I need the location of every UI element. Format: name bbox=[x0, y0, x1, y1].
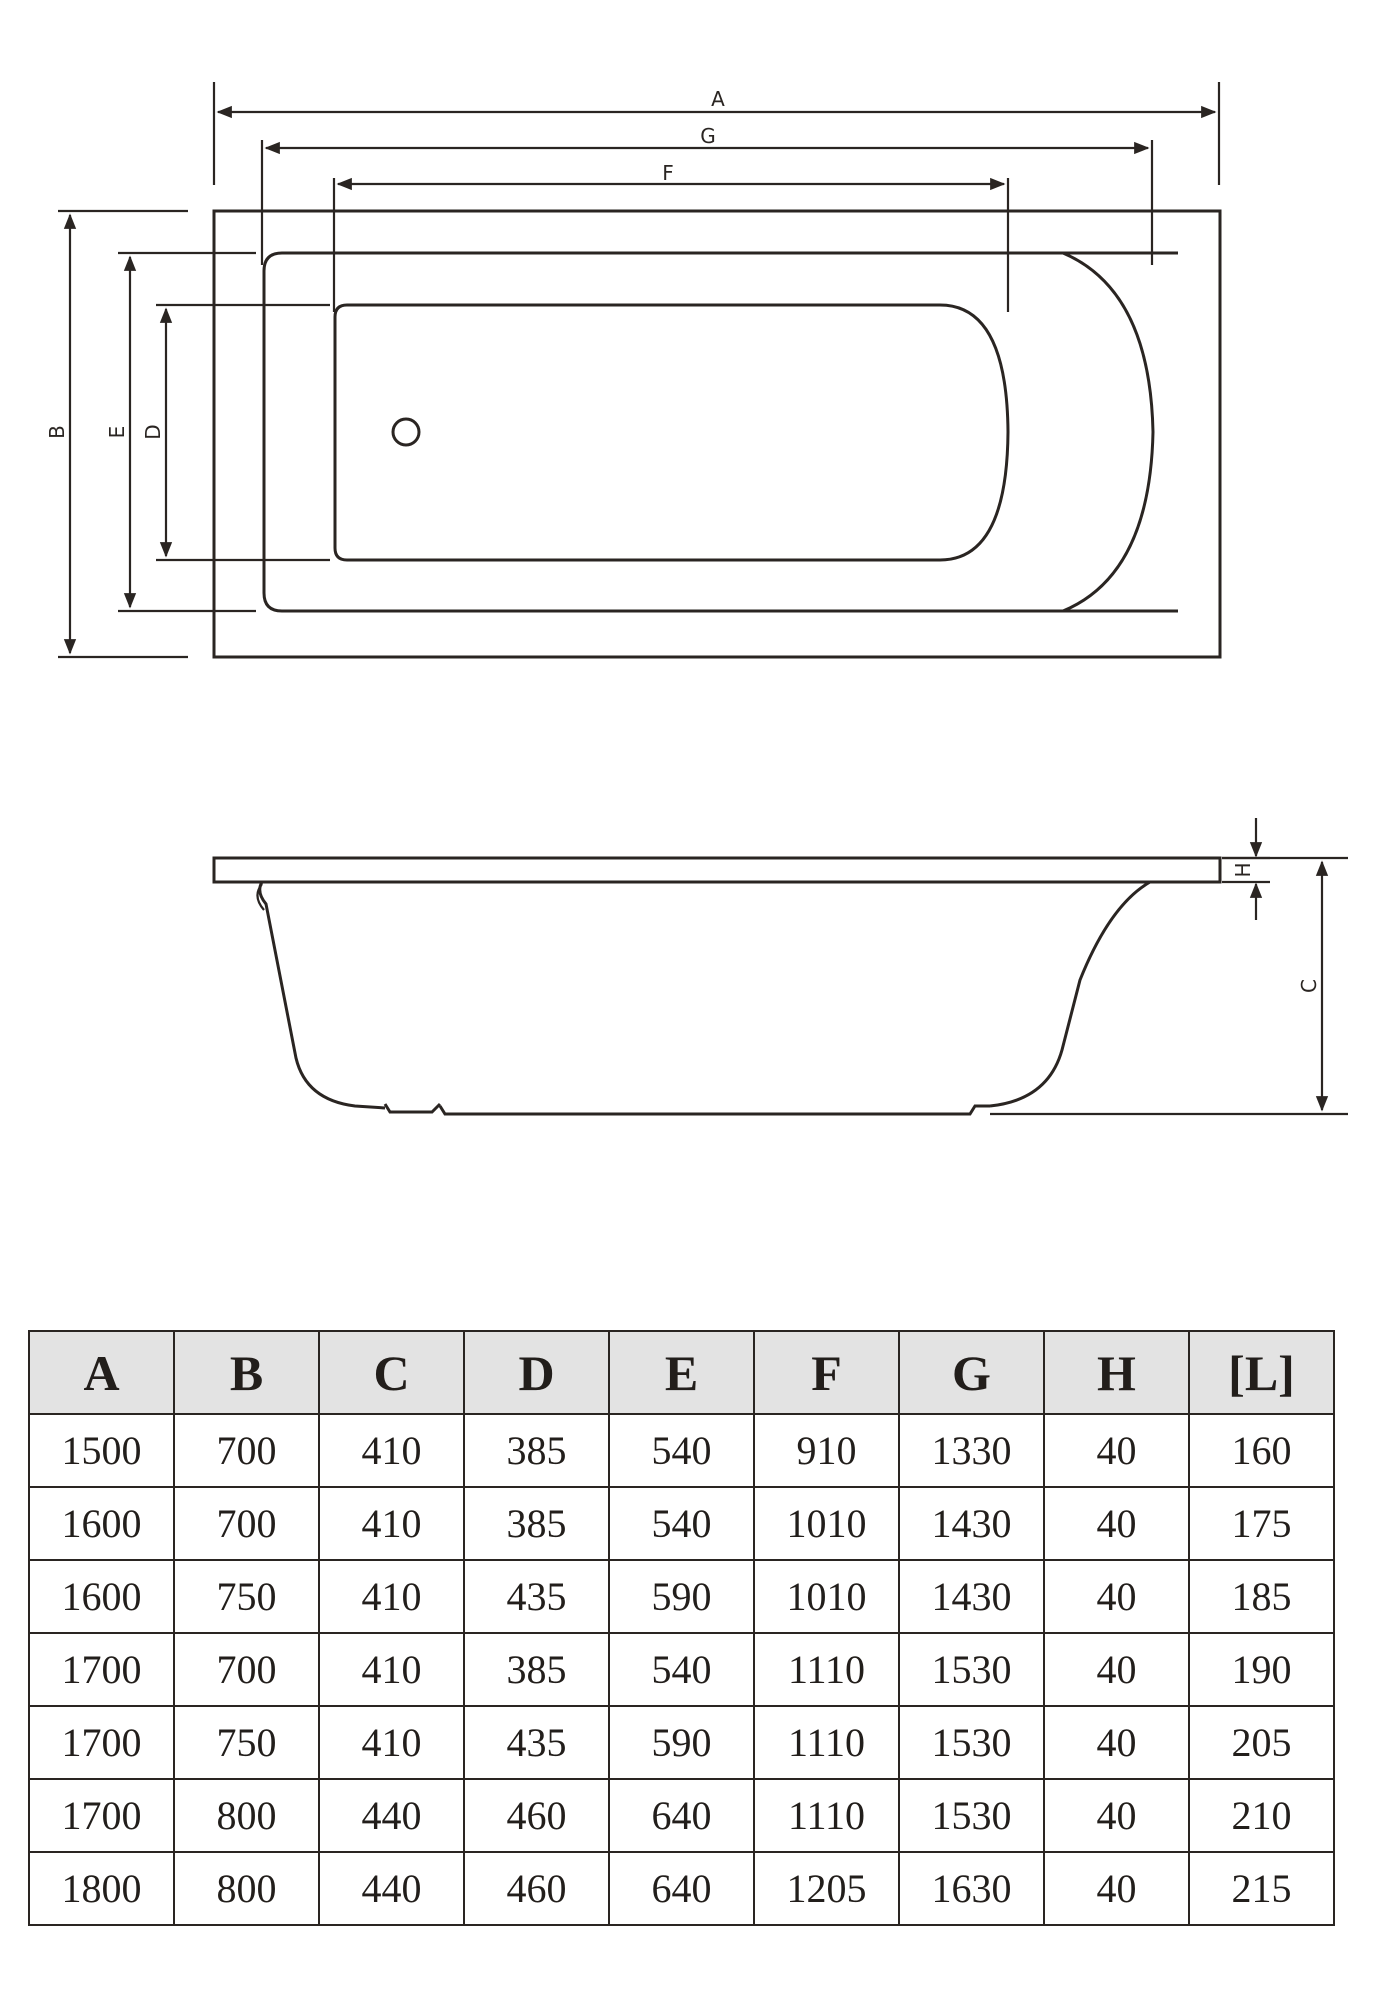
column-header-a: A bbox=[29, 1331, 174, 1414]
table-row bbox=[29, 1560, 1334, 1633]
table-cell: 1205 bbox=[754, 1852, 899, 1925]
table-cell: 540 bbox=[609, 1414, 754, 1487]
table-row bbox=[29, 1487, 1334, 1560]
table-cell: 590 bbox=[609, 1706, 754, 1779]
table-cell: 540 bbox=[609, 1633, 754, 1706]
rim-slab bbox=[214, 858, 1220, 882]
column-header-d: D bbox=[464, 1331, 609, 1414]
tub-bottom-line bbox=[440, 1106, 990, 1114]
table-cell: 640 bbox=[609, 1852, 754, 1925]
table-cell: 460 bbox=[464, 1852, 609, 1925]
table-cell: 435 bbox=[464, 1560, 609, 1633]
table-header-row bbox=[29, 1331, 1334, 1414]
dimension-label-d: D bbox=[141, 424, 165, 440]
table-cell: 750 bbox=[174, 1560, 319, 1633]
table-cell: 640 bbox=[609, 1779, 754, 1852]
table-cell: 1600 bbox=[29, 1487, 174, 1560]
table-cell: 1430 bbox=[899, 1560, 1044, 1633]
table-cell: 410 bbox=[319, 1414, 464, 1487]
column-header-b: B bbox=[174, 1331, 319, 1414]
table-cell: 385 bbox=[464, 1633, 609, 1706]
table-cell: 440 bbox=[319, 1852, 464, 1925]
table-cell: 40 bbox=[1044, 1852, 1189, 1925]
table-cell: 40 bbox=[1044, 1414, 1189, 1487]
table-cell: 385 bbox=[464, 1414, 609, 1487]
table-cell: 1630 bbox=[899, 1852, 1044, 1925]
table-row bbox=[29, 1633, 1334, 1706]
table-cell: 385 bbox=[464, 1487, 609, 1560]
table-row bbox=[29, 1852, 1334, 1925]
table-cell: 800 bbox=[174, 1852, 319, 1925]
table-cell: 40 bbox=[1044, 1779, 1189, 1852]
table-cell: 410 bbox=[319, 1706, 464, 1779]
table-cell: 1800 bbox=[29, 1852, 174, 1925]
headrest-curve bbox=[1063, 253, 1153, 611]
table-cell: 1500 bbox=[29, 1414, 174, 1487]
table-cell: 1600 bbox=[29, 1560, 174, 1633]
dimension-label-g: G bbox=[700, 124, 716, 148]
table-cell: 210 bbox=[1189, 1779, 1334, 1852]
top-view bbox=[45, 82, 1220, 657]
table-cell: 1110 bbox=[754, 1779, 899, 1852]
dimension-label-c: C bbox=[1297, 979, 1321, 993]
table-cell: 410 bbox=[319, 1487, 464, 1560]
table-cell: 40 bbox=[1044, 1633, 1189, 1706]
side-view bbox=[214, 818, 1348, 1114]
tub-headrest-profile bbox=[990, 882, 1150, 1106]
table-cell: 1530 bbox=[899, 1779, 1044, 1852]
table-cell: 700 bbox=[174, 1414, 319, 1487]
table-cell: 1700 bbox=[29, 1706, 174, 1779]
table-cell: 40 bbox=[1044, 1560, 1189, 1633]
dimension-label-e: E bbox=[105, 425, 129, 439]
table-row bbox=[29, 1779, 1334, 1852]
table-cell: 540 bbox=[609, 1487, 754, 1560]
table-cell: 1530 bbox=[899, 1706, 1044, 1779]
drain-hole bbox=[393, 419, 419, 445]
dimension-label-b: B bbox=[45, 425, 69, 439]
table-cell: 1010 bbox=[754, 1487, 899, 1560]
dimension-label-a: A bbox=[711, 87, 725, 111]
tub-body-profile bbox=[260, 882, 385, 1108]
table-cell: 1430 bbox=[899, 1487, 1044, 1560]
table-row bbox=[29, 1414, 1334, 1487]
table-row bbox=[29, 1706, 1334, 1779]
table-cell: 410 bbox=[319, 1633, 464, 1706]
table-cell: 1110 bbox=[754, 1633, 899, 1706]
table-cell: 750 bbox=[174, 1706, 319, 1779]
table-cell: 460 bbox=[464, 1779, 609, 1852]
table-cell: 1330 bbox=[899, 1414, 1044, 1487]
dimensions-table bbox=[28, 1330, 1335, 1926]
table-cell: 215 bbox=[1189, 1852, 1334, 1925]
column-header-f: F bbox=[754, 1331, 899, 1414]
table-cell: 435 bbox=[464, 1706, 609, 1779]
basin-floor-outline bbox=[335, 305, 1008, 560]
table-cell: 40 bbox=[1044, 1487, 1189, 1560]
column-header-c: C bbox=[319, 1331, 464, 1414]
outer-rim-outline bbox=[214, 211, 1220, 657]
table-cell: 700 bbox=[174, 1633, 319, 1706]
dimension-label-f: F bbox=[662, 161, 674, 185]
column-header-g: G bbox=[899, 1331, 1044, 1414]
table-cell: 910 bbox=[754, 1414, 899, 1487]
column-header-e: E bbox=[609, 1331, 754, 1414]
table-cell: 700 bbox=[174, 1487, 319, 1560]
table-cell: 1700 bbox=[29, 1779, 174, 1852]
column-header-l: [L] bbox=[1189, 1331, 1334, 1414]
table-cell: 175 bbox=[1189, 1487, 1334, 1560]
table-cell: 1010 bbox=[754, 1560, 899, 1633]
dimension-label-h: H bbox=[1231, 862, 1255, 878]
table-cell: 440 bbox=[319, 1779, 464, 1852]
table-cell: 1700 bbox=[29, 1633, 174, 1706]
drain-foot bbox=[385, 1104, 440, 1112]
table-cell: 40 bbox=[1044, 1706, 1189, 1779]
column-header-h: H bbox=[1044, 1331, 1189, 1414]
table-cell: 800 bbox=[174, 1779, 319, 1852]
table-cell: 190 bbox=[1189, 1633, 1334, 1706]
table-cell: 160 bbox=[1189, 1414, 1334, 1487]
inner-shell-outline bbox=[264, 253, 1178, 611]
table-cell: 590 bbox=[609, 1560, 754, 1633]
table-cell: 1110 bbox=[754, 1706, 899, 1779]
table-cell: 410 bbox=[319, 1560, 464, 1633]
table-cell: 185 bbox=[1189, 1560, 1334, 1633]
table-cell: 205 bbox=[1189, 1706, 1334, 1779]
table-cell: 1530 bbox=[899, 1633, 1044, 1706]
